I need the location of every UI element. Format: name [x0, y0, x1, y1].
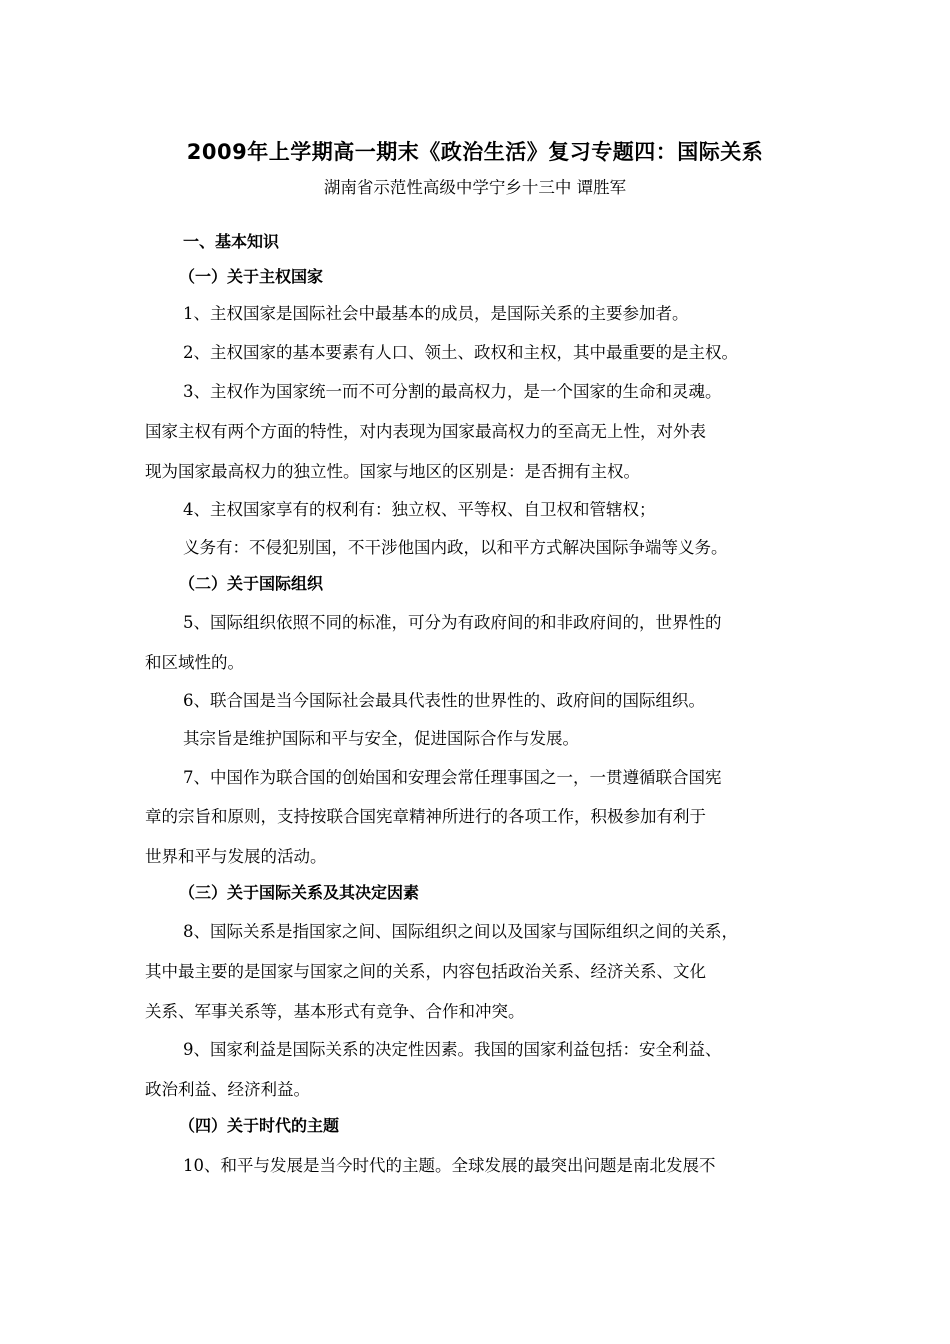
- paragraph-line: 5、国际组织依照不同的标准，可分为有政府间的和非政府间的，世界性的: [183, 613, 722, 632]
- paragraph-line: 6、联合国是当今国际社会最具代表性的世界性的、政府间的国际组织。: [183, 691, 705, 710]
- subsection-heading-international-organization: （二）关于国际组织: [179, 574, 324, 593]
- document-title: 2009年上学期高一期末《政治生活》复习专题四：国际关系: [186, 140, 764, 164]
- paragraph-line: 7、中国作为联合国的创始国和安理会常任理事国之一，一贯遵循联合国宪: [183, 768, 722, 787]
- author-line: 湖南省示范性高级中学宁乡十三中 谭胜军: [323, 178, 627, 197]
- paragraph-line: 1、主权国家是国际社会中最基本的成员，是国际关系的主要参加者。: [183, 304, 689, 323]
- section-heading-basic-knowledge: 一、基本知识: [183, 232, 280, 251]
- paragraph-line: 国家主权有两个方面的特性，对内表现为国家最高权力的至高无上性，对外表: [145, 422, 706, 441]
- paragraph-line: 2、主权国家的基本要素有人口、领土、政权和主权，其中最重要的是主权。: [183, 343, 738, 362]
- paragraph-line: 4、主权国家享有的权利有：独立权、平等权、自卫权和管辖权；: [183, 500, 656, 519]
- subsection-heading-theme-of-era: （四）关于时代的主题: [179, 1116, 340, 1135]
- subsection-heading-sovereign-state: （一）关于主权国家: [179, 267, 324, 286]
- subsection-heading-international-relations: （三）关于国际关系及其决定因素: [179, 883, 420, 902]
- paragraph-line: 章的宗旨和原则，支持按联合国宪章精神所进行的各项工作，积极参加有利于: [145, 807, 706, 826]
- paragraph-line: 10、和平与发展是当今时代的主题。全球发展的最突出问题是南北发展不: [183, 1156, 716, 1175]
- paragraph-line: 义务有：不侵犯别国，不干涉他国内政，以和平方式解决国际争端等义务。: [183, 538, 728, 557]
- paragraph-line: 关系、军事关系等，基本形式有竞争、合作和冲突。: [145, 1002, 525, 1021]
- paragraph-line: 世界和平与发展的活动。: [145, 847, 327, 866]
- paragraph-line: 和区域性的。: [145, 653, 244, 672]
- paragraph-line: 政治利益、经济利益。: [145, 1080, 310, 1099]
- paragraph-line: 9、国家利益是国际关系的决定性因素。我国的国家利益包括：安全利益、: [183, 1040, 722, 1059]
- paragraph-line: 8、国际关系是指国家之间、国际组织之间以及国家与国际组织之间的关系，: [183, 922, 738, 941]
- paragraph-line: 其宗旨是维护国际和平与安全，促进国际合作与发展。: [183, 729, 579, 748]
- paragraph-line: 现为国家最高权力的独立性。国家与地区的区别是：是否拥有主权。: [145, 462, 640, 481]
- paragraph-line: 其中最主要的是国家与国家之间的关系，内容包括政治关系、经济关系、文化: [145, 962, 706, 981]
- paragraph-line: 3、主权作为国家统一而不可分割的最高权力，是一个国家的生命和灵魂。: [183, 382, 722, 401]
